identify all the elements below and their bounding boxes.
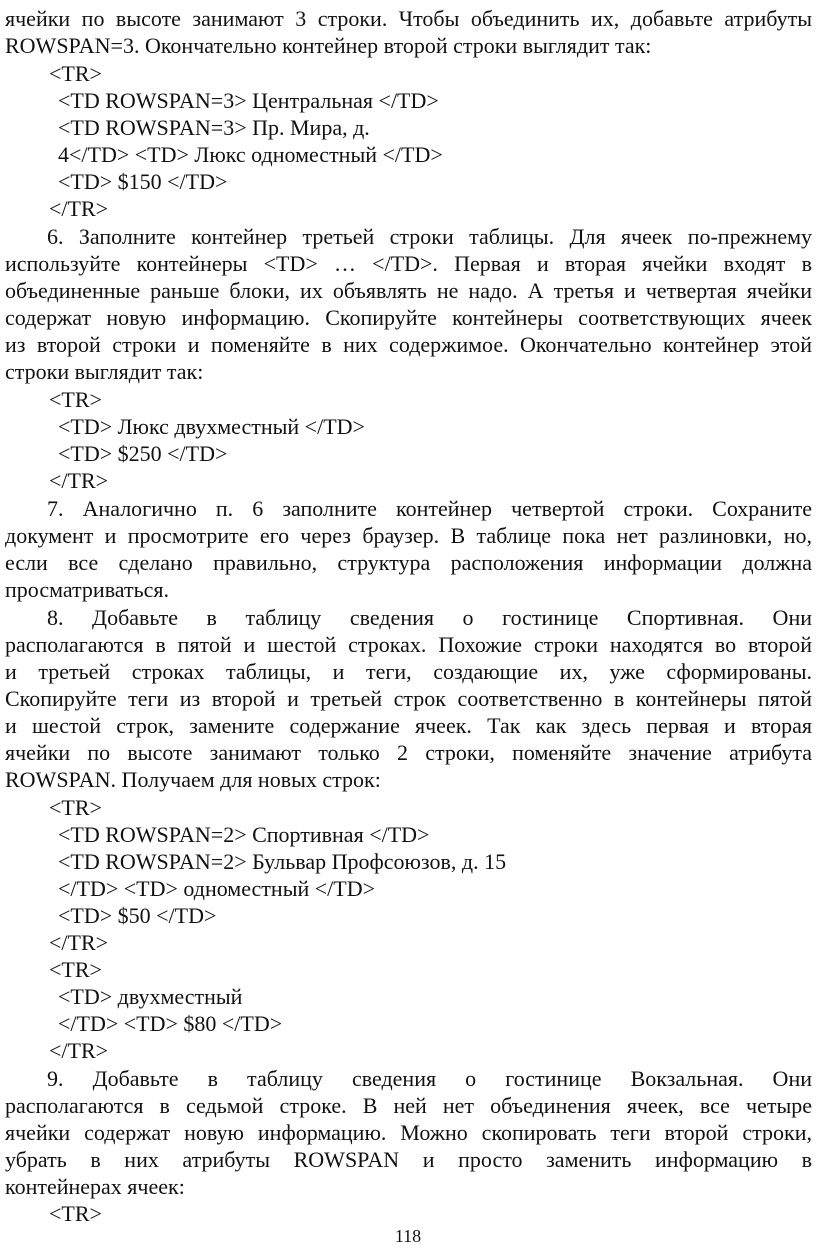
text-line: из второй строки и поменяйте в них содержимое. Окончательно контейнер этой <box>5 332 812 357</box>
text-line: Скопируйте теги из второй и третьей строк соответственно в контейнеры пятой <box>5 686 812 711</box>
code-line: 4</TD> <TD> Люкс одноместный </TD> <box>58 142 443 167</box>
text-line: ячейки по высоте занимают 3 строки. Чтобы объединить их, добавьте атрибуты <box>5 6 812 31</box>
code-line: <TD> $150 </TD> <box>58 169 228 194</box>
code-line: </TR> <box>49 196 109 221</box>
code-line: <TR> <box>49 957 102 982</box>
text-line: убрать в них атрибуты ROWSPAN и просто заменить информацию в <box>5 1147 812 1172</box>
text-line: строки выглядит так: <box>5 359 204 384</box>
code-line: </TR> <box>49 468 109 493</box>
text-line: располагаются в седьмой строке. В ней нет объединения ячеек, все четыре <box>5 1093 812 1118</box>
text-line: объединенные раньше блоки, их объявлять не надо. А третья и четвертая ячейки <box>5 278 812 303</box>
code-line: </TR> <box>49 1038 109 1063</box>
text-line: 8. Добавьте в таблицу сведения о гостинице Спортивная. Они <box>47 605 812 630</box>
text-line: и шестой строк, замените содержание ячеек. Так как здесь первая и вторая <box>5 713 812 738</box>
text-line: контейнерах ячеек: <box>5 1174 185 1199</box>
text-line: просматриваться. <box>5 577 170 602</box>
text-line: если все сделано правильно, структура расположения информации должна <box>5 550 812 575</box>
code-line: <TR> <box>49 1201 102 1226</box>
code-line: <TD ROWSPAN=2> Бульвар Профсоюзов, д. 15 <box>58 849 507 874</box>
text-line: располагаются в пятой и шестой строках. Похожие строки находятся во второй <box>5 632 812 657</box>
text-line: 9. Добавьте в таблицу сведения о гостинице Вокзальная. Они <box>47 1066 812 1091</box>
code-line: <TD> Люкс двухместный </TD> <box>58 414 365 439</box>
text-line: ячейки по высоте занимают только 2 строки, поменяйте значение атрибута <box>5 740 812 765</box>
code-line: <TR> <box>49 387 102 412</box>
text-line: используйте контейнеры <TD> … </TD>. Первая и вторая ячейки входят в <box>5 251 812 276</box>
text-line: ROWSPAN. Получаем для новых строк: <box>5 767 381 792</box>
text-line: содержат новую информацию. Скопируйте контейнеры соответствующих ячеек <box>5 305 812 330</box>
code-line: <TD ROWSPAN=3> Центральная </TD> <box>58 88 439 113</box>
text-line: документ и просмотрите его через браузер. В таблице пока нет разлиновки, но, <box>5 523 812 548</box>
code-line: <TR> <box>49 61 102 86</box>
page-number: 118 <box>394 1226 422 1246</box>
code-line: <TD> $250 </TD> <box>58 441 228 466</box>
text-line: ROWSPAN=3. Окончательно контейнер второй строки выглядит так: <box>5 33 652 58</box>
code-line: </TD> <TD> $80 </TD> <box>58 1011 283 1036</box>
code-line: <TD> $50 </TD> <box>58 903 217 928</box>
code-line: <TD ROWSPAN=2> Спортивная </TD> <box>58 822 430 847</box>
text-line: 7. Аналогично п. 6 заполните контейнер четвертой строки. Сохраните <box>47 496 812 521</box>
code-line: </TD> <TD> одноместный </TD> <box>58 876 376 901</box>
text-line: 6. Заполните контейнер третьей строки таблицы. Для ячеек по-прежнему <box>47 224 812 249</box>
code-line: <TR> <box>49 795 102 820</box>
code-line: <TD ROWSPAN=3> Пр. Мира, д. <box>58 115 370 140</box>
code-line: </TR> <box>49 930 109 955</box>
text-line: ячейки содержат новую информацию. Можно скопировать теги второй строки, <box>5 1120 812 1145</box>
text-line: и третьей строках таблицы, и теги, создающие их, уже сформированы. <box>5 659 812 684</box>
code-line: <TD> двухместный <box>58 984 243 1009</box>
